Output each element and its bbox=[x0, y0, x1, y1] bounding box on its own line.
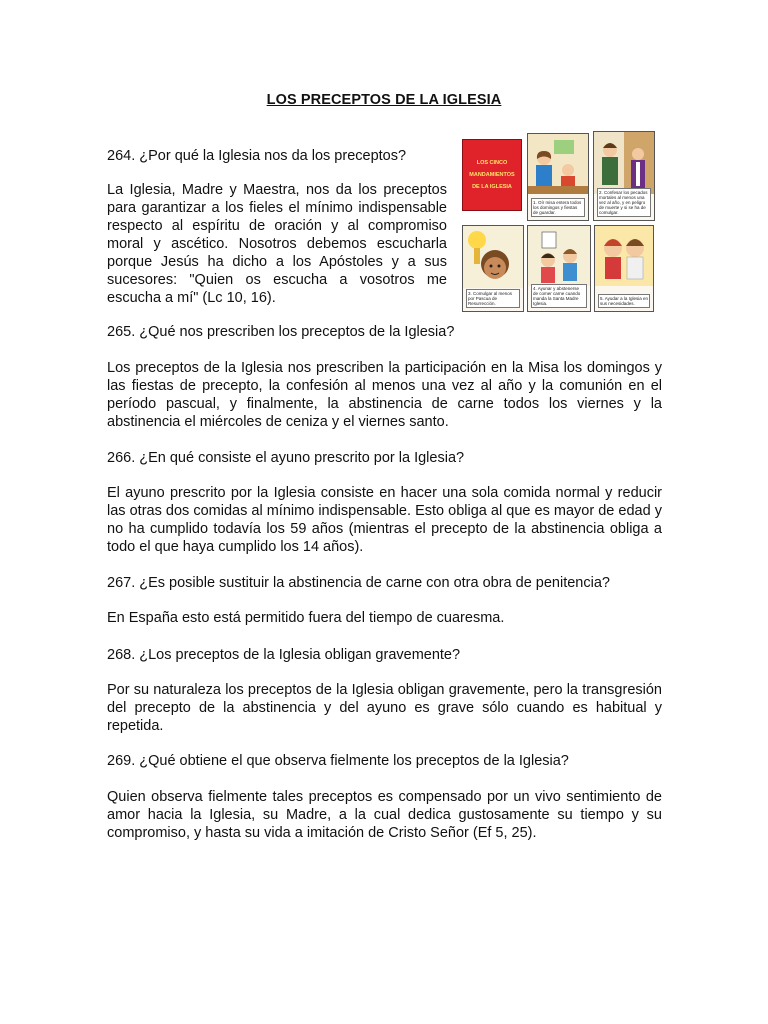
answer-267: En España esto está permitido fuera del tiempo de cuaresma. bbox=[107, 610, 505, 626]
caption-1: 1. Oír misa entera todos los domingos y fiestas de guardar. bbox=[531, 198, 585, 217]
support-drawing-icon bbox=[595, 226, 653, 286]
illustration-panel-confession bbox=[593, 131, 655, 221]
communion-drawing-icon bbox=[463, 226, 523, 288]
illustration-heading-line-2: MANDAMIENTOS bbox=[469, 172, 515, 178]
answer-265: Los preceptos de la Iglesia nos prescriben la participación en la Misa los domingos y las fiestas de precepto, la confesión al menos una vez al año y la comunión en el período pascual, y finalmente, la abstinencia de carne todos los viernes y la abstinencia el miércoles de ceniza y el viernes santo. bbox=[107, 360, 662, 430]
question-269: 269. ¿Qué obtiene el que observa fielmente los preceptos de la Iglesia? bbox=[107, 753, 569, 769]
answer-268: Por su naturaleza los preceptos de la Iglesia obligan gravemente, pero la transgresión del precepto de la abstinencia y del ayuno es grave sólo cuando es habitual y repetida. bbox=[107, 682, 662, 734]
caption-3: 3. Comulgar al menos por Pascua de Resurrección. bbox=[466, 289, 520, 308]
answer-264: La Iglesia, Madre y Maestra, nos da los preceptos para garantizar a los fieles el mínimo indispensable respecto al espíritu de oración y al compromiso moral y ascético. Nosotros debemos escucharla porque Jesús ha dicho a los Apóstoles y a sus sucesores: "Quien os escucha a vosotros me escucha a mí" (Lc 10, 16). bbox=[107, 182, 447, 306]
question-267: 267. ¿Es posible sustituir la abstinencia de carne con otra obra de penitencia? bbox=[107, 575, 610, 591]
illustration-panel-communion bbox=[462, 225, 524, 312]
caption-5: 5. Ayudar a la Iglesia en sus necesidades. bbox=[598, 294, 650, 308]
answer-266: El ayuno prescrito por la Iglesia consiste en hacer una sola comida normal y reducir las otras dos comidas al mínimo indispensable. Esto obliga al que es mayor de edad y no ha cumplido todavía los 59 años (mientras el precepto de la abstinencia obliga a todo el que haya cumplido los 14 años). bbox=[107, 485, 662, 555]
question-264: 264. ¿Por qué la Iglesia nos da los preceptos? bbox=[107, 148, 407, 164]
question-265: 265. ¿Qué nos prescriben los preceptos de la Iglesia? bbox=[107, 324, 455, 340]
page-title: LOS PRECEPTOS DE LA IGLESIA bbox=[266, 92, 502, 108]
answer-269: Quien observa fielmente tales preceptos es compensado por un vivo sentimiento de amor hacia la Iglesia, su Madre, a la cual dedica gustosamente su tiempo y su compromiso, y hasta su vida a imitación de Cristo Señor (Ef 5, 25). bbox=[107, 789, 662, 841]
illustration-heading-line-1: LOS CINCO bbox=[476, 160, 508, 166]
illustration-heading-panel bbox=[462, 139, 522, 211]
illustration-panel-fasting bbox=[527, 225, 591, 312]
caption-2: 2. Confesar los pecados mortales al menos una vez al año, y en peligro de muerte y si se ha de comulgar. bbox=[597, 188, 651, 217]
illustration-panel-mass bbox=[527, 133, 589, 221]
mass-drawing-icon bbox=[528, 134, 588, 194]
illustration-heading-line-3: DE LA IGLESIA bbox=[472, 184, 512, 190]
fasting-drawing-icon bbox=[528, 226, 590, 286]
question-268: 268. ¿Los preceptos de la Iglesia obligan gravemente? bbox=[107, 647, 461, 663]
question-266: 266. ¿En qué consiste el ayuno prescrito por la Iglesia? bbox=[107, 450, 465, 466]
caption-4: 4. Ayunar y abstenerse de comer carne cuando manda la Santa Madre Iglesia. bbox=[531, 284, 587, 308]
confession-drawing-icon bbox=[594, 132, 654, 194]
illustration-panel-support bbox=[594, 225, 654, 312]
